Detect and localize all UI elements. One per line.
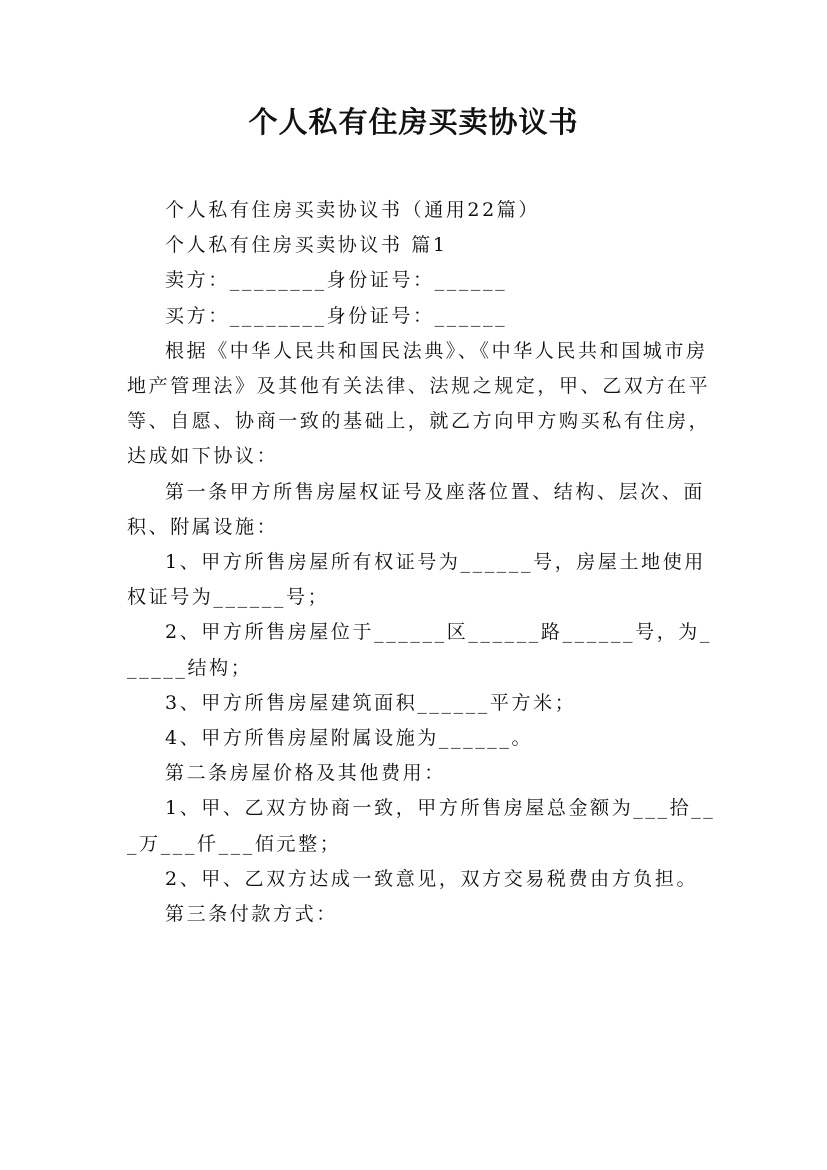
paragraph-article-3: 第三条付款方式： <box>165 903 338 926</box>
paragraph-article-2-item-2: 2、甲、乙双方达成一致意见，双方交易税费由方负担。 <box>165 867 699 890</box>
document-title: 个人私有住房买卖协议书 <box>248 105 579 139</box>
paragraph-article-1-item-2: 2、甲方所售房屋位于______区______路______号，为______结构； <box>127 621 712 679</box>
paragraph-article-1-item-4: 4、甲方所售房屋附属设施为______。 <box>165 727 534 750</box>
paragraph-seller: 卖方：________身份证号：______ <box>165 269 508 292</box>
document-body <box>127 193 717 932</box>
paragraph-heading: 个人私有住房买卖协议书（通用22篇） <box>165 199 540 221</box>
paragraph-article-1-item-3: 3、甲方所售房屋建筑面积______平方米； <box>165 691 577 714</box>
paragraph-article-1-item-1: 1、甲方所售房屋所有权证号为______号，房屋土地使用权证号为______号； <box>127 551 706 609</box>
paragraph-buyer: 买方：________身份证号：______ <box>165 304 508 327</box>
paragraph-preamble: 根据《中华人民共和国民法典》、《中华人民共和国城市房地产管理法》及其他有关法律、法规之规定，甲、乙双方在平等、自愿、协商一致的基础上，就乙方向甲方购买私有住房，达成如下协议： <box>127 339 711 468</box>
paragraph-article-1: 第一条甲方所售房屋权证号及座落位置、结构、层次、面积、附属设施： <box>127 480 706 538</box>
paragraph-article-2: 第二条房屋价格及其他费用： <box>165 762 446 785</box>
paragraph-article-2-item-1: 1、甲、乙双方协商一致，甲方所售房屋总金额为___拾___万___仟___佰元整； <box>127 797 716 855</box>
paragraph-section-title: 个人私有住房买卖协议书 篇1 <box>165 234 448 257</box>
